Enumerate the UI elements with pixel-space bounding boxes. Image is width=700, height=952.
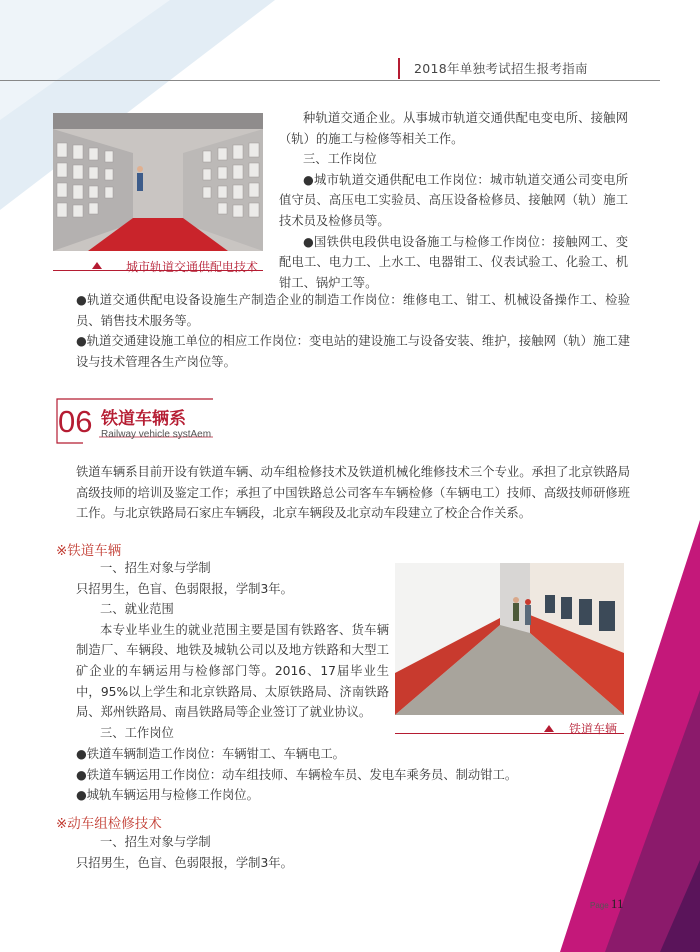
paragraph: ●国铁供电段供电设备施工与检修工作岗位：接触网工、变配电工、电力工、上水工、电器钳工、仪表试验工、化验工、机钳工、锅炉工等。 <box>279 234 628 290</box>
line: ●铁道车辆运用工作岗位：动车组技师、车辆检车员、发电车乘务员、制动钳工。 <box>76 767 518 782</box>
paragraph: ●轨道交通建设施工单位的相应工作岗位：变电站的建设施工与设备安装、维护，接触网（轨）施工建设与技术管理各生产岗位等。 <box>76 334 630 369</box>
photo-caption: 城市轨道交通供配电技术 <box>126 260 259 274</box>
photo-train <box>395 563 624 715</box>
paragraph: 种轨道交通企业。从事城市轨道交通供配电变电所、接触网（轨）的施工与检修等相关工作。 <box>279 111 628 146</box>
line: 只招男生，色盲、色弱限报，学制3年。 <box>76 855 293 870</box>
line: 二、就业范围 <box>100 602 174 617</box>
major-heading: ※铁道车辆 <box>56 543 122 559</box>
section-intro <box>76 462 630 524</box>
line: 三、工作岗位 <box>100 725 174 740</box>
section-number: 06 <box>58 404 93 439</box>
page-prefix: Page <box>590 901 609 910</box>
full-text-block <box>76 290 630 372</box>
major1-bullets <box>76 744 630 806</box>
header-rule <box>0 80 660 81</box>
line: ●铁道车辆制造工作岗位：车辆钳工、车辆电工。 <box>76 747 345 761</box>
photo-caption: 铁道车辆 <box>569 722 618 736</box>
major2-text <box>76 832 630 873</box>
major-heading: ※动车组检修技术 <box>56 816 162 832</box>
caption-marker <box>544 725 554 732</box>
paragraph: ●城市轨道交通供配电工作岗位：城市轨道交通公司变电所值守员、高压电工实验员、高压设备检修员、接触网（轨）施工技术员及检修员等。 <box>279 172 628 228</box>
line: 本专业毕业生的就业范围主要是国有铁路客、货车辆制造厂、车辆段、地铁及城轨公司以及地方铁路和大型工矿企业的车辆运用与检修部门等。2016、17届毕业生中，95%以上学生和北京铁路局、太原铁路局、济南铁路局、郑州铁路局、南昌铁路局等企业签订了就业协议。 <box>76 622 389 720</box>
header-title: 2018年单独考试招生报考指南 <box>398 58 660 79</box>
line: ●城轨车辆运用与检修工作岗位。 <box>76 788 259 803</box>
caption-marker <box>92 262 102 269</box>
photo-substation <box>53 113 263 251</box>
page-number <box>590 896 623 912</box>
line: 只招男生，色盲、色弱限报，学制3年。 <box>76 581 293 596</box>
section-subtitle: Railway vehicle systAem <box>101 429 212 440</box>
paragraph: 铁道车辆系目前开设有铁道车辆、动车组检修技术及铁道机械化维修技术三个专业。承担了北京铁路局高级技师的培训及鉴定工作；承担了中国铁路总公司客车车辆检修（车辆电工）技师、高级技师研修班工作。与北京铁路局石家庄车辆段，北京车辆段及北京动车段建立了校企合作关系。 <box>76 465 630 521</box>
section-title: 铁道车辆系 <box>101 409 186 429</box>
line: 一、招生对象与学制 <box>100 561 211 575</box>
paragraph: ●轨道交通供配电设备设施生产制造企业的制造工作岗位：维修电工、钳工、机械设备操作工、检验员、销售技术服务等。 <box>76 293 630 328</box>
major1-text <box>76 558 389 743</box>
page-number-value: 11 <box>610 896 624 911</box>
top-text-block <box>279 108 628 293</box>
paragraph: 三、工作岗位 <box>303 152 377 167</box>
line: 一、招生对象与学制 <box>100 835 211 849</box>
